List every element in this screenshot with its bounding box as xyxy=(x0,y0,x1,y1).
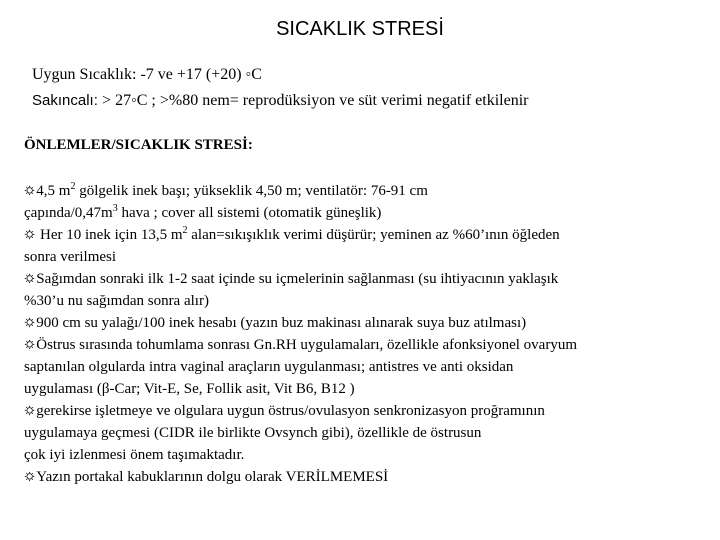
item-text: saptanılan olgularda intra vaginal araçların uygulanması; antistres ve anti oksidan xyxy=(24,359,514,375)
item-text: Her 10 inek için 13,5 m xyxy=(36,227,183,243)
item-text: çok iyi izlenmesi önem taşımaktadır. xyxy=(24,447,245,463)
sun-icon: 🌣 xyxy=(24,337,36,352)
item-text: Sağımdan sonraki ilk 1-2 saat içinde su içmelerinin sağlanması (su ihtiyacının yaklaşık xyxy=(36,271,559,287)
superscript: 3 xyxy=(112,203,118,214)
item-text: uygulaması (β-Car; Vit-E, Se, Follik asit, Vit B6, B12 ) xyxy=(24,381,355,397)
list-item xyxy=(24,224,714,268)
list-item xyxy=(24,312,714,334)
item-text: 900 cm su yalağı/100 inek hesabı (yazın buz makinası alınarak suya buz atılması) xyxy=(36,315,527,331)
item-text: uygulamaya geçmesi (CIDR ile birlikte Ovsynch gibi), özellikle de östrusun xyxy=(24,425,482,441)
sun-icon: 🌣 xyxy=(24,183,36,198)
item-text: gerekirse işletmeye ve olgulara uygun östrus/ovulasyon senkronizasyon proğramının xyxy=(36,403,545,419)
list-item xyxy=(24,180,714,224)
item-text: sonra verilmesi xyxy=(24,249,117,265)
item-text: 4,5 m xyxy=(36,183,71,199)
item-text: çapında/0,47m xyxy=(24,205,113,221)
item-text: hava ; cover all sistemi (otomatik güneşlik) xyxy=(117,205,382,221)
superscript: 2 xyxy=(182,225,188,236)
list-item xyxy=(24,334,714,400)
page-title: SICAKLIK STRESİ xyxy=(276,18,444,40)
superscript: 2 xyxy=(70,181,76,192)
sun-icon: 🌣 xyxy=(24,403,36,418)
risk-label: Sakıncalı: xyxy=(32,92,103,109)
section-heading: ÖNLEMLER/SICAKLIK STRESİ: xyxy=(24,137,253,153)
list-item xyxy=(24,466,714,488)
sun-icon: 🌣 xyxy=(24,227,36,242)
risk-text: > 27◦C ; >%80 nem= reprodüksiyon ve süt verimi negatif etkilenir xyxy=(102,92,529,109)
item-text: %30’u nu sağımdan sonra alır) xyxy=(24,293,209,309)
list-item xyxy=(24,268,714,312)
item-text: alan=sıkışıklık verimi düşürür; yeminen az %60’ının öğleden xyxy=(187,227,560,243)
sun-icon: 🌣 xyxy=(24,315,36,330)
list-item xyxy=(24,400,714,466)
item-text: gölgelik inek başı; yükseklik 4,50 m; ventilatör: 76-91 cm xyxy=(75,183,428,199)
risk-temperature-line xyxy=(32,92,528,110)
measures-list xyxy=(24,180,714,488)
item-text: Östrus sırasında tohumlama sonrası Gn.RH uygulamaları, özellikle afonksiyonel ovaryum xyxy=(36,337,577,353)
optimal-temperature-line: Uygun Sıcaklık: -7 ve +17 (+20) ◦C xyxy=(32,66,262,83)
sun-icon: 🌣 xyxy=(24,469,36,484)
sun-icon: 🌣 xyxy=(24,271,36,286)
item-text: Yazın portakal kabuklarının dolgu olarak VERİLMEMESİ xyxy=(36,469,389,485)
